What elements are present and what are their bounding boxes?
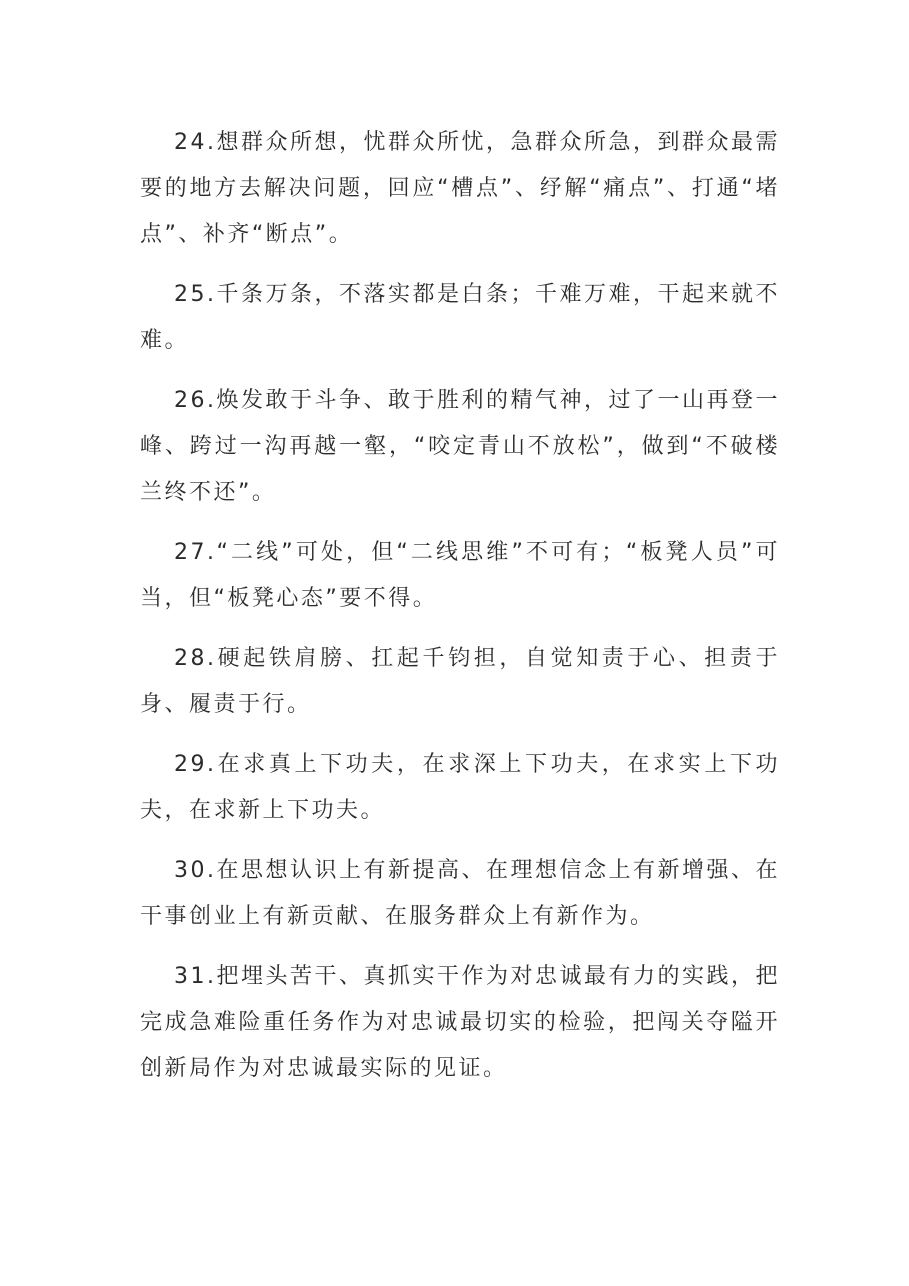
paragraph-24: 24.想群众所想，忧群众所忧，急群众所急，到群众最需要的地方去解决问题，回应“槽点”、纾解“痛点”、打通“堵点”、补齐“断点”。 xyxy=(140,130,780,247)
document-body xyxy=(140,120,780,1106)
paragraph-27: 27.“二线”可处，但“二线思维”不可有；“板凳人员”可当，但“板凳心态”要不得。 xyxy=(140,540,780,611)
paragraph-28: 28.硬起铁肩膀、扛起千钧担，自觉知责于心、担责于身、履责于行。 xyxy=(140,646,780,717)
paragraph-30: 30.在思想认识上有新提高、在理想信念上有新增强、在干事创业上有新贡献、在服务群众上有新作为。 xyxy=(140,858,780,929)
paragraph-26: 26.焕发敢于斗争、敢于胜利的精气神，过了一山再登一峰、跨过一沟再越一壑，“咬定青山不放松”，做到“不破楼兰终不还”。 xyxy=(140,388,780,505)
paragraph-31: 31.把埋头苦干、真抓实干作为对忠诚最有力的实践，把完成急难险重任务作为对忠诚最切实的检验，把闯关夺隘开创新局作为对忠诚最实际的见证。 xyxy=(140,964,780,1081)
paragraph-25: 25.千条万条，不落实都是白条；千难万难，干起来就不难。 xyxy=(140,282,780,353)
paragraph-29: 29.在求真上下功夫，在求深上下功夫，在求实上下功夫，在求新上下功夫。 xyxy=(140,752,780,823)
